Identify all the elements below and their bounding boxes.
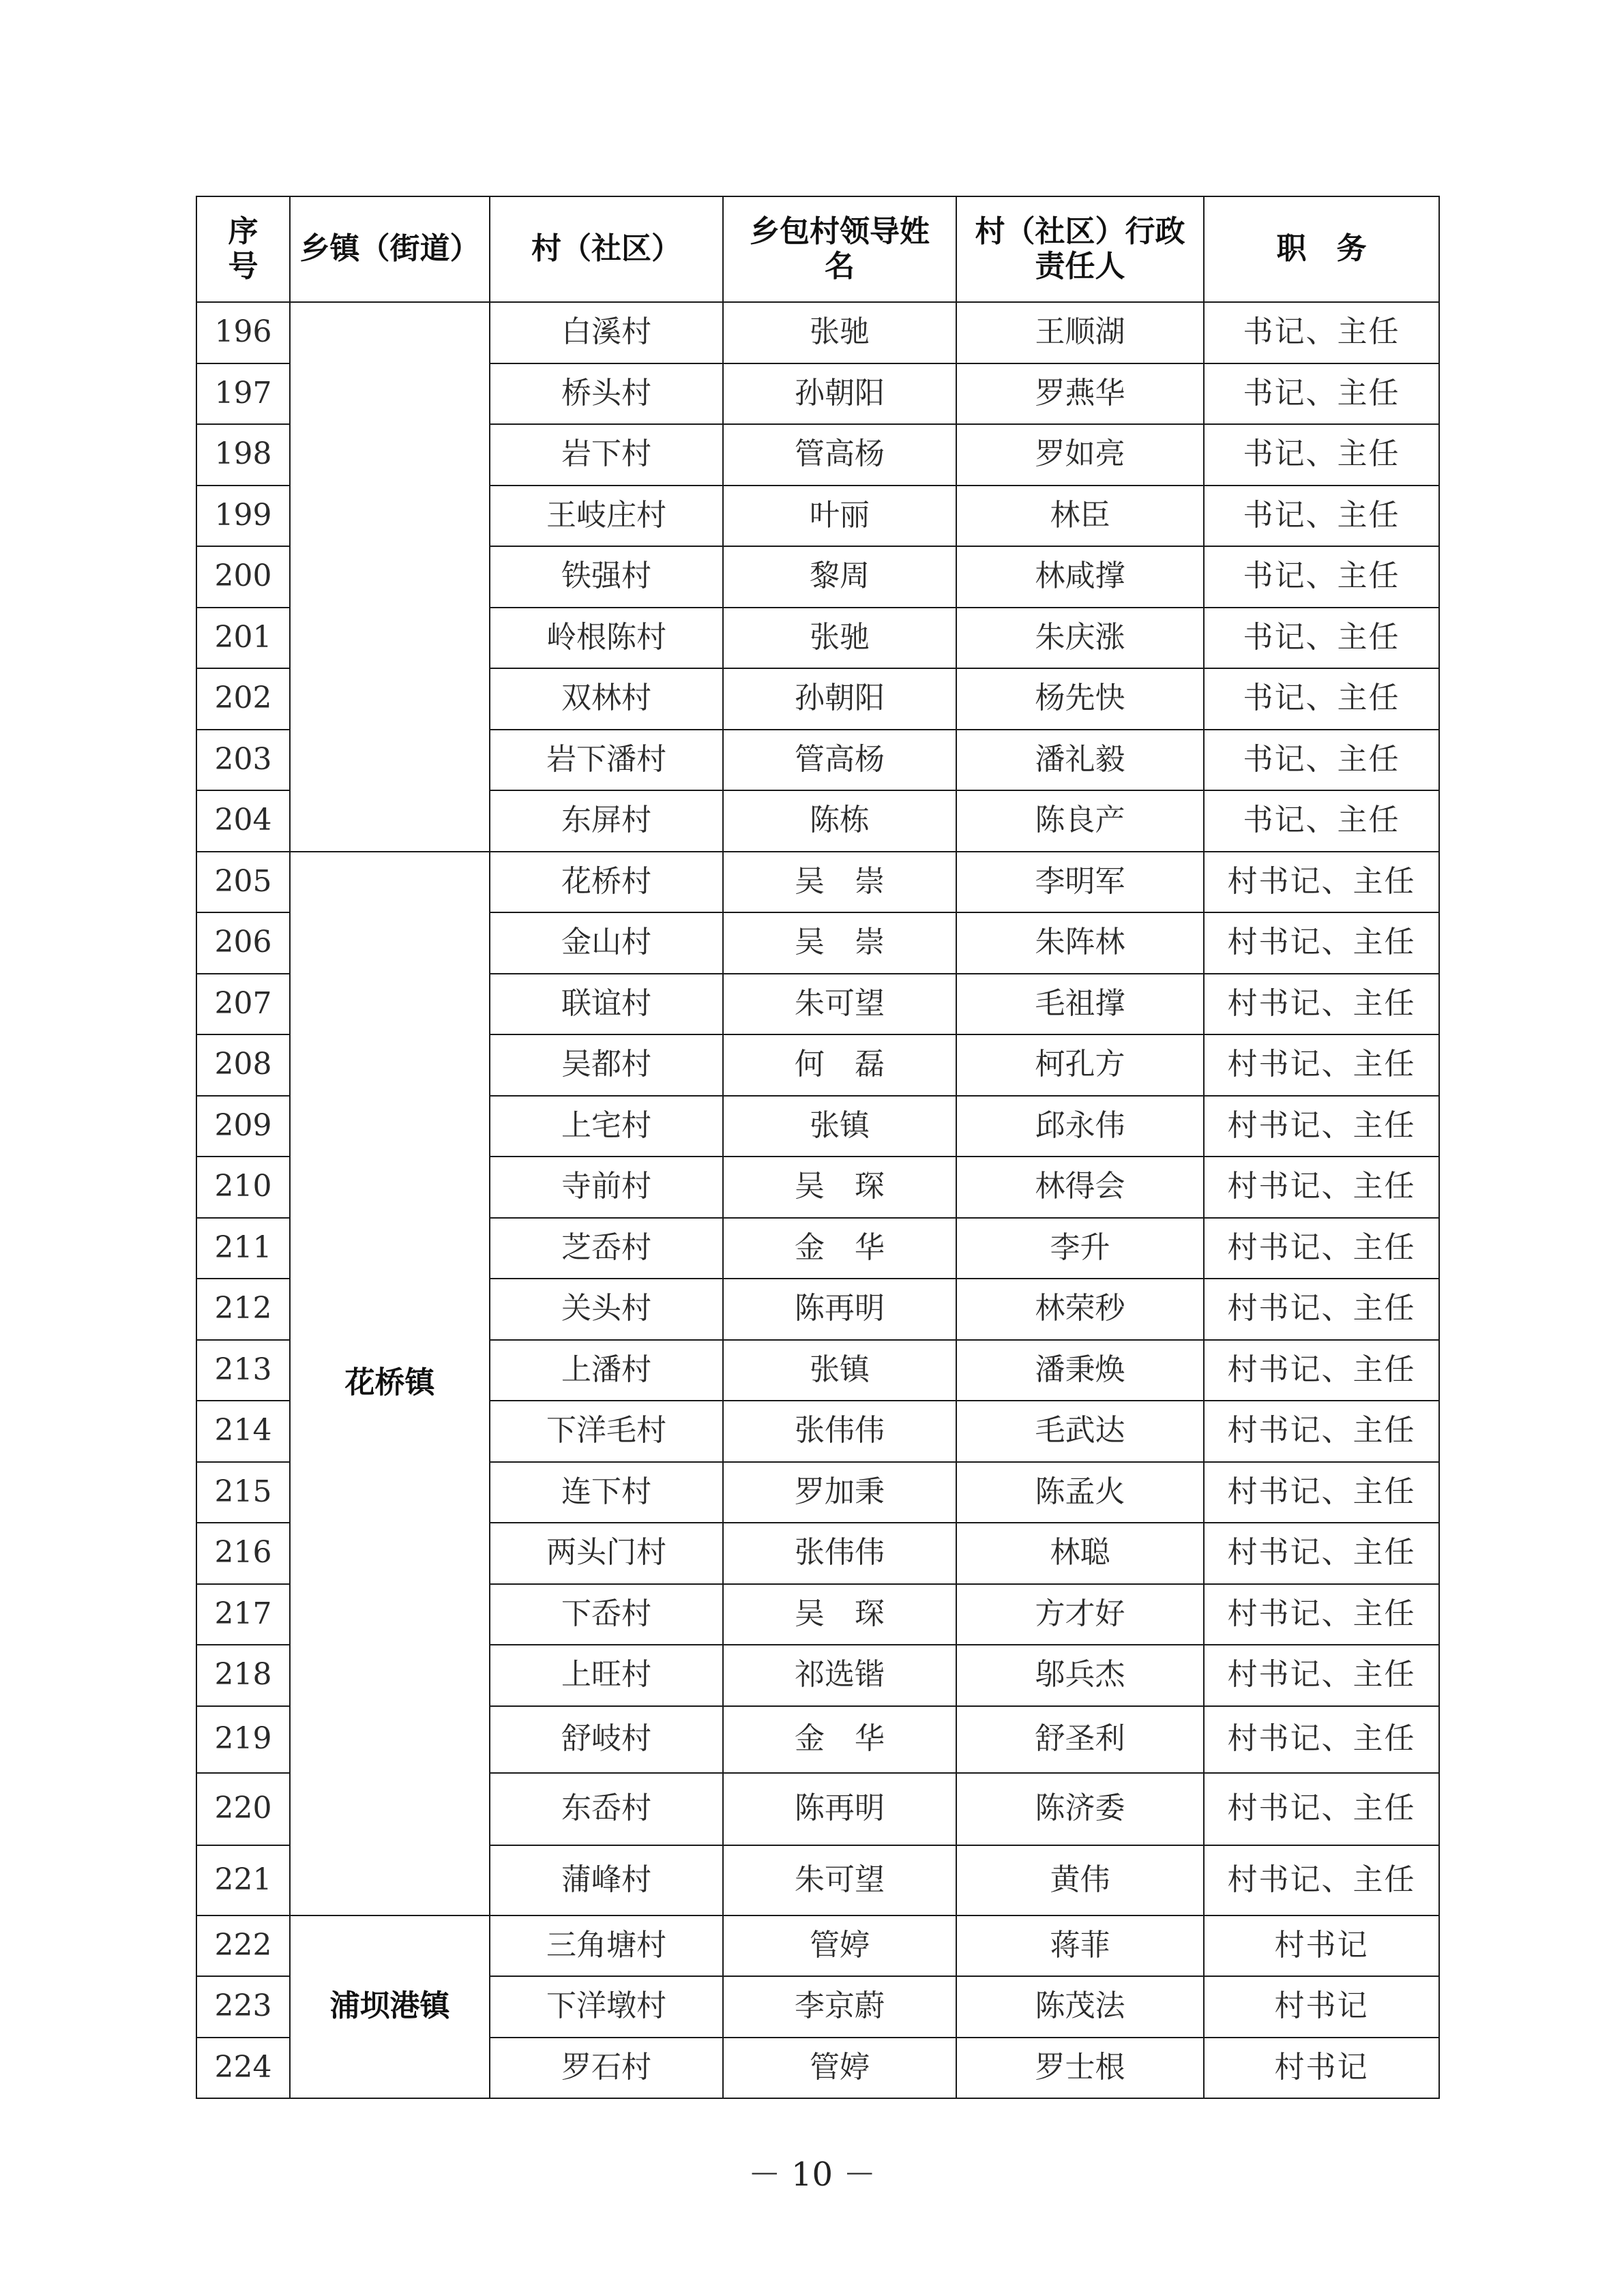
- duty-title: 村书记: [1204, 2038, 1439, 2099]
- chief-name: 林得会: [956, 1157, 1204, 1218]
- leader-name: 张伟伟: [723, 1401, 956, 1462]
- village-name: 岩下村: [490, 424, 723, 486]
- chief-name: 邱永伟: [956, 1096, 1204, 1157]
- row-index: 200: [196, 546, 290, 608]
- row-index: 202: [196, 668, 290, 730]
- leader-name: 管高杨: [723, 424, 956, 486]
- leader-assignment-table: [196, 196, 1440, 2099]
- chief-name: 林臣: [956, 486, 1204, 547]
- village-name: 金山村: [490, 912, 723, 974]
- village-name: 下洋墩村: [490, 1976, 723, 2038]
- table-row: [196, 302, 1439, 363]
- row-index: 206: [196, 912, 290, 974]
- chief-name: 罗燕华: [956, 363, 1204, 425]
- duty-title: 村书记、主任: [1204, 912, 1439, 974]
- chief-name: 陈济委: [956, 1773, 1204, 1845]
- leader-name: 何 磊: [723, 1034, 956, 1096]
- duty-title: 书记、主任: [1204, 486, 1439, 547]
- leader-name: 管婷: [723, 2038, 956, 2099]
- duty-title: 村书记、主任: [1204, 1584, 1439, 1645]
- row-index: 203: [196, 730, 290, 791]
- chief-name: 方才好: [956, 1584, 1204, 1645]
- duty-title: 书记、主任: [1204, 668, 1439, 730]
- duty-title: 村书记、主任: [1204, 1279, 1439, 1340]
- village-name: 吴都村: [490, 1034, 723, 1096]
- leader-name: 李京蔚: [723, 1976, 956, 2038]
- leader-name: 张驰: [723, 608, 956, 669]
- table-row: [196, 852, 1439, 913]
- chief-name: 朱阵林: [956, 912, 1204, 974]
- duty-title: 村书记、主任: [1204, 1340, 1439, 1401]
- leader-name: 朱可望: [723, 974, 956, 1035]
- village-name: 花桥村: [490, 852, 723, 913]
- leader-name: 吴 琛: [723, 1157, 956, 1218]
- chief-name: 蒋菲: [956, 1915, 1204, 1977]
- duty-title: 书记、主任: [1204, 302, 1439, 363]
- village-name: 岭根陈村: [490, 608, 723, 669]
- village-name: 舒岐村: [490, 1706, 723, 1773]
- leader-name: 张镇: [723, 1096, 956, 1157]
- leader-name: 张伟伟: [723, 1523, 956, 1584]
- village-name: 联谊村: [490, 974, 723, 1035]
- duty-title: 书记、主任: [1204, 363, 1439, 425]
- village-name: 王岐庄村: [490, 486, 723, 547]
- row-index: 220: [196, 1773, 290, 1845]
- header-leader: 乡包村领导姓名: [723, 196, 956, 302]
- duty-title: 村书记、主任: [1204, 1096, 1439, 1157]
- chief-name: 李明军: [956, 852, 1204, 913]
- row-index: 209: [196, 1096, 290, 1157]
- duty-title: 村书记: [1204, 1976, 1439, 2038]
- row-index: 216: [196, 1523, 290, 1584]
- village-name: 寺前村: [490, 1157, 723, 1218]
- chief-name: 王顺湖: [956, 302, 1204, 363]
- leader-name: 陈栋: [723, 790, 956, 852]
- chief-name: 杨先快: [956, 668, 1204, 730]
- leader-name: 叶丽: [723, 486, 956, 547]
- village-name: 三角塘村: [490, 1915, 723, 1977]
- row-index: 213: [196, 1340, 290, 1401]
- village-name: 白溪村: [490, 302, 723, 363]
- chief-name: 毛武达: [956, 1401, 1204, 1462]
- leader-name: 张驰: [723, 302, 956, 363]
- village-name: 上旺村: [490, 1645, 723, 1706]
- duty-title: 村书记、主任: [1204, 1157, 1439, 1218]
- duty-title: 村书记、主任: [1204, 1218, 1439, 1279]
- chief-name: 潘秉焕: [956, 1340, 1204, 1401]
- village-name: 上宅村: [490, 1096, 723, 1157]
- header-duty: 职 务: [1204, 196, 1439, 302]
- village-name: 下洋毛村: [490, 1401, 723, 1462]
- village-name: 芝岙村: [490, 1218, 723, 1279]
- village-name: 桥头村: [490, 363, 723, 425]
- leader-name: 吴 琛: [723, 1584, 956, 1645]
- leader-name: 陈再明: [723, 1279, 956, 1340]
- table-body: [196, 302, 1439, 2098]
- chief-name: 罗士根: [956, 2038, 1204, 2099]
- village-name: 关头村: [490, 1279, 723, 1340]
- duty-title: 村书记、主任: [1204, 1034, 1439, 1096]
- row-index: 224: [196, 2038, 290, 2099]
- row-index: 221: [196, 1845, 290, 1915]
- leader-name: 祁选锴: [723, 1645, 956, 1706]
- chief-name: 黄伟: [956, 1845, 1204, 1915]
- duty-title: 村书记、主任: [1204, 974, 1439, 1035]
- duty-title: 村书记、主任: [1204, 852, 1439, 913]
- duty-title: 村书记、主任: [1204, 1523, 1439, 1584]
- chief-name: 罗如亮: [956, 424, 1204, 486]
- village-name: 罗石村: [490, 2038, 723, 2099]
- row-index: 217: [196, 1584, 290, 1645]
- chief-name: 林聪: [956, 1523, 1204, 1584]
- town-name: [290, 302, 490, 852]
- duty-title: 村书记、主任: [1204, 1706, 1439, 1773]
- duty-title: 书记、主任: [1204, 546, 1439, 608]
- duty-title: 村书记、主任: [1204, 1462, 1439, 1523]
- chief-name: 毛祖撑: [956, 974, 1204, 1035]
- row-index: 210: [196, 1157, 290, 1218]
- row-index: 222: [196, 1915, 290, 1977]
- row-index: 207: [196, 974, 290, 1035]
- row-index: 198: [196, 424, 290, 486]
- leader-name: 吴 崇: [723, 852, 956, 913]
- chief-name: 潘礼毅: [956, 730, 1204, 791]
- row-index: 211: [196, 1218, 290, 1279]
- chief-name: 陈茂法: [956, 1976, 1204, 2038]
- village-name: 东岙村: [490, 1773, 723, 1845]
- town-name: 花桥镇: [290, 852, 490, 1915]
- chief-name: 邬兵杰: [956, 1645, 1204, 1706]
- chief-name: 李升: [956, 1218, 1204, 1279]
- table-row: [196, 1915, 1439, 1977]
- duty-title: 书记、主任: [1204, 730, 1439, 791]
- duty-title: 书记、主任: [1204, 424, 1439, 486]
- leader-name: 孙朝阳: [723, 363, 956, 425]
- row-index: 214: [196, 1401, 290, 1462]
- page-number: － 10 －: [748, 2156, 876, 2194]
- village-name: 下岙村: [490, 1584, 723, 1645]
- row-index: 215: [196, 1462, 290, 1523]
- row-index: 199: [196, 486, 290, 547]
- chief-name: 柯孔方: [956, 1034, 1204, 1096]
- row-index: 223: [196, 1976, 290, 2038]
- duty-title: 村书记、主任: [1204, 1773, 1439, 1845]
- chief-name: 舒圣利: [956, 1706, 1204, 1773]
- header-town: 乡镇（街道）: [290, 196, 490, 302]
- chief-name: 林荣秒: [956, 1279, 1204, 1340]
- chief-name: 陈孟火: [956, 1462, 1204, 1523]
- village-name: 铁强村: [490, 546, 723, 608]
- village-name: 岩下潘村: [490, 730, 723, 791]
- chief-name: 陈良产: [956, 790, 1204, 852]
- row-index: 212: [196, 1279, 290, 1340]
- header-chief: 村（社区）行政责任人: [956, 196, 1204, 302]
- leader-name: 孙朝阳: [723, 668, 956, 730]
- row-index: 204: [196, 790, 290, 852]
- village-name: 双林村: [490, 668, 723, 730]
- header-village: 村（社区）: [490, 196, 723, 302]
- row-index: 218: [196, 1645, 290, 1706]
- leader-name: 朱可望: [723, 1845, 956, 1915]
- leader-name: 罗加秉: [723, 1462, 956, 1523]
- row-index: 196: [196, 302, 290, 363]
- leader-name: 金 华: [723, 1706, 956, 1773]
- duty-title: 村书记、主任: [1204, 1845, 1439, 1915]
- row-index: 201: [196, 608, 290, 669]
- duty-title: 村书记、主任: [1204, 1401, 1439, 1462]
- duty-title: 书记、主任: [1204, 608, 1439, 669]
- leader-name: 管高杨: [723, 730, 956, 791]
- header-index: 序号: [196, 196, 290, 302]
- town-name: 浦坝港镇: [290, 1915, 490, 2099]
- leader-name: 管婷: [723, 1915, 956, 1977]
- duty-title: 书记、主任: [1204, 790, 1439, 852]
- leader-name: 陈再明: [723, 1773, 956, 1845]
- village-name: 连下村: [490, 1462, 723, 1523]
- village-name: 蒲峰村: [490, 1845, 723, 1915]
- duty-title: 村书记、主任: [1204, 1645, 1439, 1706]
- leader-name: 黎周: [723, 546, 956, 608]
- row-index: 197: [196, 363, 290, 425]
- table-header-row: [196, 196, 1439, 302]
- duty-title: 村书记: [1204, 1915, 1439, 1977]
- leader-name: 吴 崇: [723, 912, 956, 974]
- village-name: 东屏村: [490, 790, 723, 852]
- row-index: 205: [196, 852, 290, 913]
- chief-name: 朱庆涨: [956, 608, 1204, 669]
- leader-name: 张镇: [723, 1340, 956, 1401]
- village-name: 上潘村: [490, 1340, 723, 1401]
- row-index: 219: [196, 1706, 290, 1773]
- leader-name: 金 华: [723, 1218, 956, 1279]
- chief-name: 林咸撑: [956, 546, 1204, 608]
- village-name: 两头门村: [490, 1523, 723, 1584]
- row-index: 208: [196, 1034, 290, 1096]
